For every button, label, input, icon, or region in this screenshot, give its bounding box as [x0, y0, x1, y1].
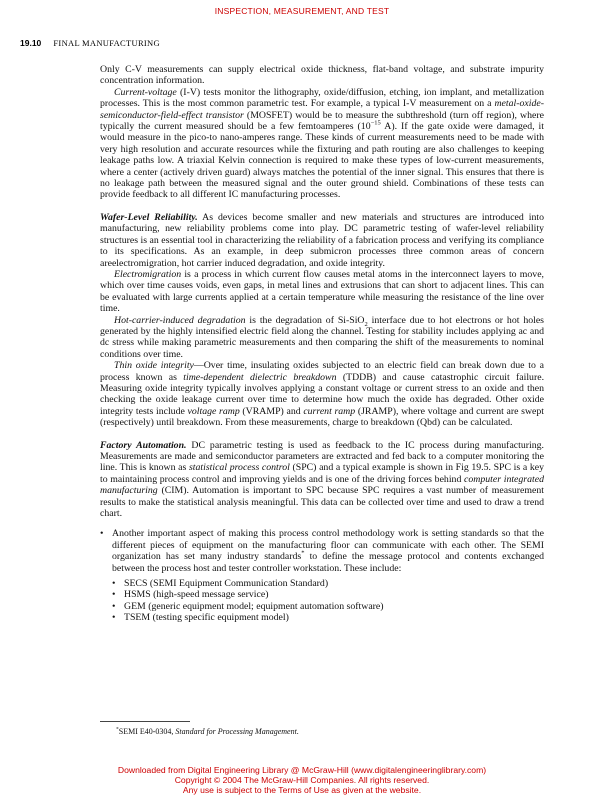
term-current-voltage: Current-voltage	[114, 86, 177, 98]
section-title: FINAL MANUFACTURING	[53, 38, 160, 48]
paragraph-factory-automation: Factory Automation. DC parametric testing is used as feedback to the IC process during manufacturing. Measurements are made and semiconductor parameters are extracted and fed back to a computer monitoring the line. This is known as statistical process control (SPC) and a typical example is shown in Fig 19.5. SPC is a key to maintaining process control and improving yields and is one of the driving forces behind computer integrated manufacturing (CIM). Automation is important to SPC because SPC requires a vast number of measurement results to make the statistical analysis meaningful. This data can be collected over time and used to draw a trend chart.	[100, 439, 544, 520]
heading-wafer-level-reliability: Wafer-Level Reliability.	[100, 211, 198, 223]
list-item: • Another important aspect of making this process control methodology work is setting standards so that the different pieces of equipment on the manufacturing floor can communicate with each other. The SEMI organization has set many industry standards* to define the message protocol and contents exchanged between the process host and tester controller workstation. These include: • SECS (SEMI Equipment Communication Standard) • HSMS (high-speed message service) • GEM (generic equipment model; equipment automation software) • TSEM (testing specific equipment model)	[100, 528, 544, 623]
list-item: • TSEM (testing specific equipment model)	[112, 612, 544, 623]
footnote-divider	[100, 721, 190, 722]
running-head	[20, 38, 580, 48]
download-footer	[0, 765, 604, 795]
page-number: 19.10	[20, 38, 42, 48]
exponent: −15	[370, 119, 381, 127]
term-hot-carrier: Hot-carrier-induced degradation	[114, 314, 246, 326]
footer-copyright: Copyright © 2004 The McGraw-Hill Companies. All rights reserved.	[174, 775, 430, 785]
paragraph-hot-carrier: Hot-carrier-induced degradation is the degradation of Si-SiO$_2$ interface due to hot electrons or hot holes generated by the highly intensified electric field along the channel. Testing for stability includes applying ac and dc stress while making parametric measurements and then comparing the shift of the measurements to nominal conditions over time.	[100, 314, 544, 360]
bullet-list	[100, 528, 544, 623]
term-mosfet: metal-oxide-semiconductor-field-effect transistor	[100, 98, 544, 121]
term-thin-oxide: Thin oxide integrity	[114, 360, 194, 372]
paragraph-thin-oxide: Thin oxide integrity—Over time, insulating oxides subjected to an electric field can break down due to a process known as time-dependent dielectric breakdown (TDDB) and cause catastrophic circuit failure. Measuring oxide integrity typically involves applying a constant voltage or current stress to an oxide and then checking the oxide leakage current over time to determine how much the oxide has degraded. Other oxide integrity tests include voltage ramp (VRAMP) and current ramp (JRAMP), where voltage and current are swept (respectively) until breakdown. From these measurements, charge to breakdown (Qbd) can be calculated.	[100, 360, 545, 429]
footer-download-link[interactable]: Downloaded from Digital Engineering Library @ McGraw-Hill (www.digitalengineeringlibrary.com)	[117, 765, 487, 775]
list-item: • GEM (generic equipment model; equipment automation software)	[112, 601, 544, 612]
paragraph-electromigration: Electromigration is a process in which current flow causes metal atoms in the interconnect layers to move, which over time causes voids, even gaps, in metal lines and extrusions that can short to adjacent lines. This can be evaluated with large currents applied at a certain temperature while measuring the resistance of the line over time.	[100, 268, 544, 315]
list-item: • SECS (SEMI Equipment Communication Standard)	[112, 578, 544, 589]
paragraph-iv: Current-voltage (I-V) tests monitor the lithography, oxide/diffusion, etching, ion implant, and metallization processes. This is the most common parametric test. For example, a typical I-V measurement on a metal-oxide-semiconductor-field-effect transistor (MOSFET) would be to measure the subthreshold (turn off region), where typically the current measured should be a few femtoamperes ($10^{-15}$ A). If the gate oxide were damaged, it would measure in the pico-to nano-amperes range. These kinds of current measurements need to be made with very high resolution and accurate resources while the fixturing and path routing are also challenges to keeping leakage paths low. A triaxial Kelvin connection is required to make these types of low-current measurements, where a center (actively driven guard) always matches the potential of the inner signal. This ensures that there is no leakage path between the measured signal and the outer ground shield. Combinations of these tests can provide feedback to all different IC manufacturing processes.	[100, 86, 544, 201]
footnote: *SEMI E40-0304, Standard for Processing Management.	[116, 726, 299, 736]
paragraph-cv: Only C-V measurements can supply electrical oxide thickness, flat-band voltage, and substrate impurity concentration information.	[100, 64, 544, 87]
term-electromigration: Electromigration	[114, 268, 182, 280]
standards-list	[112, 578, 544, 624]
paragraph-wafer-level-reliability: Wafer-Level Reliability. As devices become smaller and new materials and structures are introduced into manufacturing, new reliability problems come into play. DC parametric testing of wafer-level reliability structures is an essential tool in characterizing the reliability of a fabrication process and verifying its compliance to its specifications. As an example, in deep submicron processes three common areas of concern areelectromigration, hot carrier induced degradation, and oxide integrity.	[100, 211, 544, 269]
footnote-marker: *	[301, 549, 305, 557]
top-banner: INSPECTION, MEASUREMENT, AND TEST	[214, 6, 390, 16]
list-item: • HSMS (high-speed message service)	[112, 589, 544, 600]
footer-terms: Any use is subject to the Terms of Use as given at the website.	[182, 785, 422, 795]
page-body	[100, 64, 544, 624]
heading-factory-automation: Factory Automation.	[100, 439, 187, 451]
